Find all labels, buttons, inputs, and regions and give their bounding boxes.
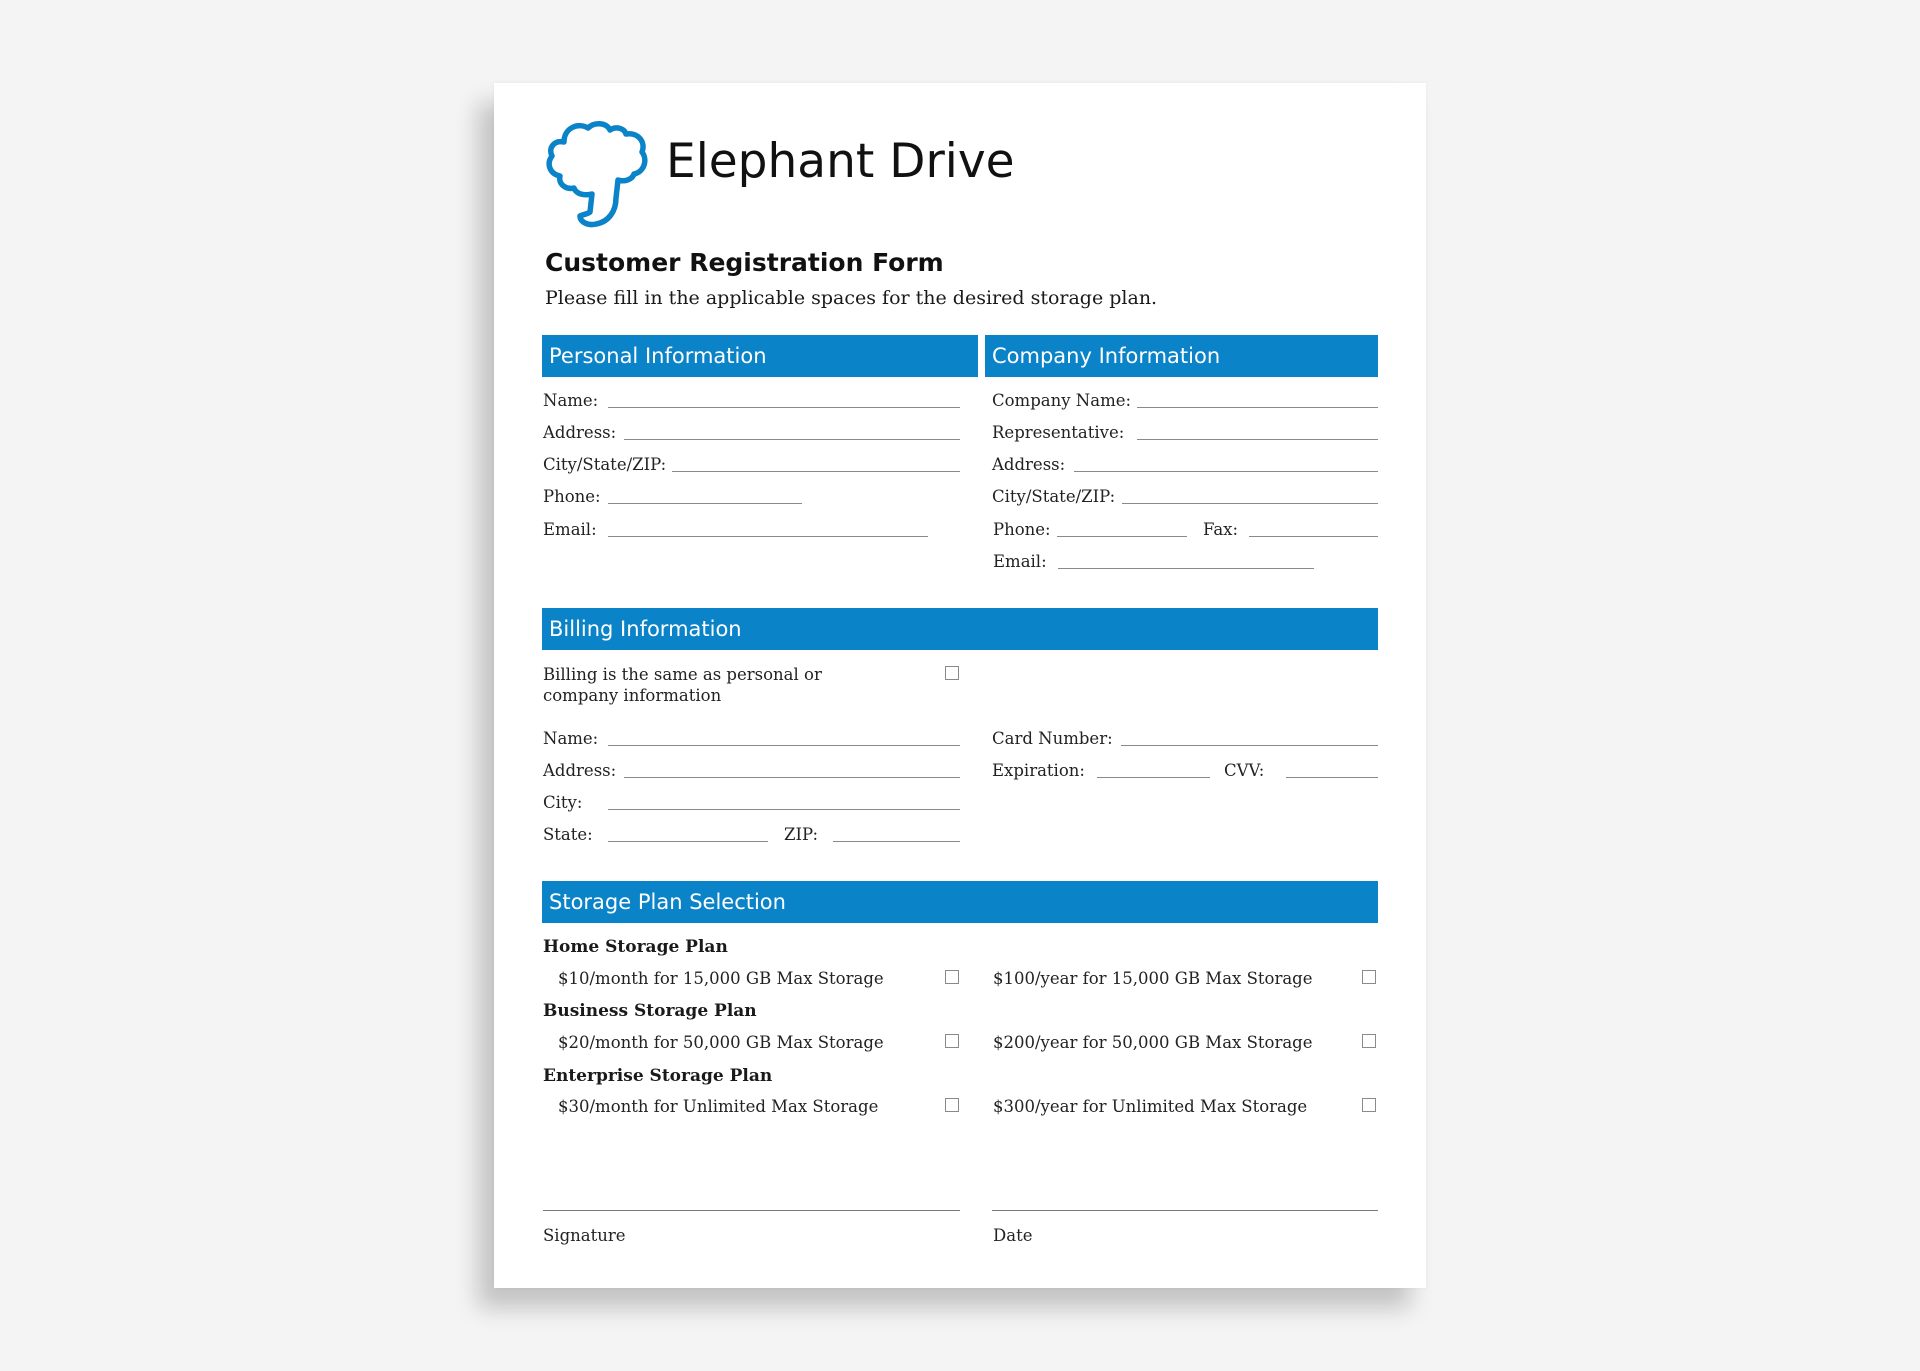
billing-zip-field[interactable]: [833, 841, 960, 842]
business-monthly-checkbox[interactable]: [945, 1034, 959, 1048]
billing-same-as-checkbox[interactable]: [945, 666, 959, 680]
personal-email-field[interactable]: [608, 536, 928, 537]
card-number-label: Card Number:: [992, 729, 1113, 748]
company-address-field[interactable]: [1074, 471, 1378, 472]
billing-city-field[interactable]: [608, 809, 960, 810]
personal-info-header: Personal Information: [542, 335, 978, 377]
company-email-label: Email:: [993, 552, 1047, 571]
cvv-label: CVV:: [1224, 761, 1265, 780]
date-label: Date: [993, 1226, 1033, 1245]
home-yearly-checkbox[interactable]: [1362, 970, 1376, 984]
expiration-field[interactable]: [1097, 777, 1210, 778]
company-name-field[interactable]: [1137, 407, 1378, 408]
personal-name-label: Name:: [543, 391, 599, 410]
personal-address-label: Address:: [543, 423, 617, 442]
billing-zip-label: ZIP:: [784, 825, 819, 844]
home-monthly-checkbox[interactable]: [945, 970, 959, 984]
personal-citystatezip-field[interactable]: [672, 471, 960, 472]
signature-field[interactable]: [543, 1210, 960, 1211]
company-fax-label: Fax:: [1203, 520, 1239, 539]
enterprise-yearly-option: $300/year for Unlimited Max Storage: [993, 1097, 1308, 1116]
signature-label: Signature: [543, 1226, 626, 1245]
billing-state-label: State:: [543, 825, 593, 844]
home-monthly-option: $10/month for 15,000 GB Max Storage: [558, 969, 884, 988]
brand-name: Elephant Drive: [666, 134, 1015, 189]
expiration-label: Expiration:: [992, 761, 1085, 780]
billing-name-label: Name:: [543, 729, 599, 748]
personal-address-field[interactable]: [624, 439, 960, 440]
billing-same-as-text-line2: company information: [543, 686, 722, 705]
company-name-label: Company Name:: [992, 391, 1132, 410]
company-citystatezip-label: City/State/ZIP:: [992, 487, 1116, 506]
form-title: Customer Registration Form: [545, 248, 944, 277]
personal-email-label: Email:: [543, 520, 597, 539]
business-plan-heading: Business Storage Plan: [543, 1001, 757, 1021]
company-fax-field[interactable]: [1249, 536, 1378, 537]
storage-plan-header: Storage Plan Selection: [542, 881, 1378, 923]
billing-same-as-text-line1: Billing is the same as personal or: [543, 665, 822, 684]
company-representative-label: Representative:: [992, 423, 1125, 442]
personal-phone-field[interactable]: [608, 503, 802, 504]
billing-state-field[interactable]: [608, 841, 768, 842]
business-monthly-option: $20/month for 50,000 GB Max Storage: [558, 1033, 884, 1052]
billing-address-label: Address:: [543, 761, 617, 780]
personal-name-field[interactable]: [608, 407, 960, 408]
billing-city-label: City:: [543, 793, 583, 812]
company-citystatezip-field[interactable]: [1122, 503, 1378, 504]
enterprise-monthly-checkbox[interactable]: [945, 1098, 959, 1112]
card-number-field[interactable]: [1121, 745, 1378, 746]
personal-phone-label: Phone:: [543, 487, 601, 506]
billing-name-field[interactable]: [608, 745, 960, 746]
enterprise-plan-heading: Enterprise Storage Plan: [543, 1066, 773, 1086]
date-field[interactable]: [992, 1210, 1378, 1211]
home-plan-heading: Home Storage Plan: [543, 937, 728, 957]
billing-info-header: Billing Information: [542, 608, 1378, 650]
enterprise-yearly-checkbox[interactable]: [1362, 1098, 1376, 1112]
elephant-logo-icon: [544, 120, 654, 228]
personal-citystatezip-label: City/State/ZIP:: [543, 455, 667, 474]
company-email-field[interactable]: [1058, 568, 1314, 569]
company-representative-field[interactable]: [1137, 439, 1378, 440]
business-yearly-option: $200/year for 50,000 GB Max Storage: [993, 1033, 1313, 1052]
business-yearly-checkbox[interactable]: [1362, 1034, 1376, 1048]
company-phone-field[interactable]: [1057, 536, 1187, 537]
company-address-label: Address:: [992, 455, 1066, 474]
company-info-header: Company Information: [985, 335, 1378, 377]
company-phone-label: Phone:: [993, 520, 1051, 539]
billing-address-field[interactable]: [624, 777, 960, 778]
enterprise-monthly-option: $30/month for Unlimited Max Storage: [558, 1097, 879, 1116]
form-subtitle: Please fill in the applicable spaces for the desired storage plan.: [545, 287, 1158, 309]
home-yearly-option: $100/year for 15,000 GB Max Storage: [993, 969, 1313, 988]
cvv-field[interactable]: [1286, 777, 1378, 778]
